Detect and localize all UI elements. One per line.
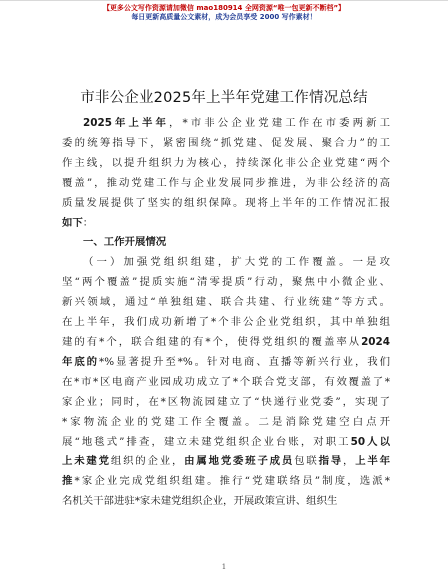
text-run: 作主线，以提升组织力为核心，持续深化非公企业党建“两个 — [62, 156, 390, 169]
text-run: 在上半年，我们成功新增了*个非公企业党组织，其中单独组 — [62, 316, 390, 329]
text-run: 新兴领域，通过“单独组建、联合共建、行业统建”等方式。 — [62, 296, 390, 309]
body-line — [62, 313, 390, 333]
text-run: （一）加强党组织组建，扩大党的工作覆盖。一是攻 — [83, 256, 390, 269]
text-run: ， — [343, 455, 356, 468]
text-run: 在*市*区电商产业园成功成立了*个联合党支部，有效覆盖了* — [62, 375, 390, 388]
text-run: ： — [82, 216, 94, 229]
text-run: *家企业完成党组织组建。推行“党建联络员”制度，选派* — [74, 475, 390, 488]
body-line — [62, 134, 390, 154]
promo-banner-line-1: 【更多公文写作资源请加微信 mao180914 全网资源“唯一包更新不断档”】 — [102, 4, 346, 12]
text-run: ，*市非公企业党建工作在市委两新工 — [168, 117, 390, 129]
page-top-border — [0, 0, 448, 1]
text-run: *家物流企业的党建工作全覆盖。二是消除党建空白点开 — [62, 415, 390, 428]
text-run: 质量发展提供了坚实的组织保障。现将上半年的工作情况汇报 — [62, 196, 390, 209]
body-line — [62, 273, 390, 293]
text-run: *%显著提升至*%。针对电商、直播等新兴行业，我们 — [99, 355, 390, 368]
body-line — [62, 253, 390, 273]
text-run: 组织的企业， — [110, 455, 185, 468]
page-number: 1 — [221, 563, 227, 571]
body-line — [62, 154, 390, 174]
text-run: 名机关干部进驻*家未建党组织企业，开展政策宣讲、组织生 — [62, 495, 338, 508]
bold-text-run: 指导 — [318, 455, 343, 468]
body-line — [62, 194, 390, 214]
bold-text-run: 由属地党委班子成员 — [184, 455, 295, 468]
text-run: 建的有*个，联合组建的有*个，使得党组织的覆盖率从 — [62, 335, 362, 348]
body-line — [62, 353, 390, 373]
text-run: 坚“两个覆盖”提质实施“清零提质”行动，聚焦中小微企业、 — [62, 276, 390, 289]
text-run: 展“地毯式”排查，建立未建党组织企业台账，对职工 — [62, 435, 351, 448]
body-line — [62, 174, 390, 194]
text-run: 家企业；同时，在*区物流园建立了“快递行业党委”，实现了 — [62, 395, 390, 408]
body-line — [62, 393, 390, 413]
document-title: 市非公企业2025年上半年党建工作情况总结 — [80, 90, 368, 106]
bold-text-run: 上半年 — [355, 455, 390, 468]
bold-text-run: 50人以 — [350, 435, 390, 448]
body-line — [62, 452, 390, 472]
bold-text-run: 如下 — [62, 216, 83, 229]
body-line — [62, 333, 390, 353]
body-line — [62, 472, 390, 492]
body-line — [62, 433, 390, 453]
bold-text-run: 2025年上半年 — [83, 117, 169, 129]
body-line — [62, 413, 390, 433]
document-body — [62, 114, 390, 512]
bold-text-run: 推 — [62, 475, 75, 488]
text-run: 委的统筹指导下，紧密围绕“抓党建、促发展、聚合力”的工 — [62, 136, 390, 149]
body-line — [62, 373, 390, 393]
section-heading — [62, 233, 390, 253]
text-run: 覆盖”，推动党建工作与企业发展同步推进，为非公经济的高 — [62, 176, 390, 189]
text-run: 一、工作开展情况 — [83, 236, 167, 249]
body-line — [62, 293, 390, 313]
bold-text-run: 2024 — [361, 335, 390, 348]
body-line — [62, 214, 390, 234]
body-line — [62, 492, 390, 512]
promo-banner-line-2: 每日更新高质量公文素材，成为会员享受 2000 写作素材！ — [131, 13, 317, 21]
bold-text-run: 上未建党 — [62, 455, 111, 468]
body-line — [62, 114, 390, 134]
promo-banner — [70, 4, 378, 22]
text-run: 包联 — [294, 455, 319, 468]
bold-text-run: 年底的 — [62, 355, 99, 368]
